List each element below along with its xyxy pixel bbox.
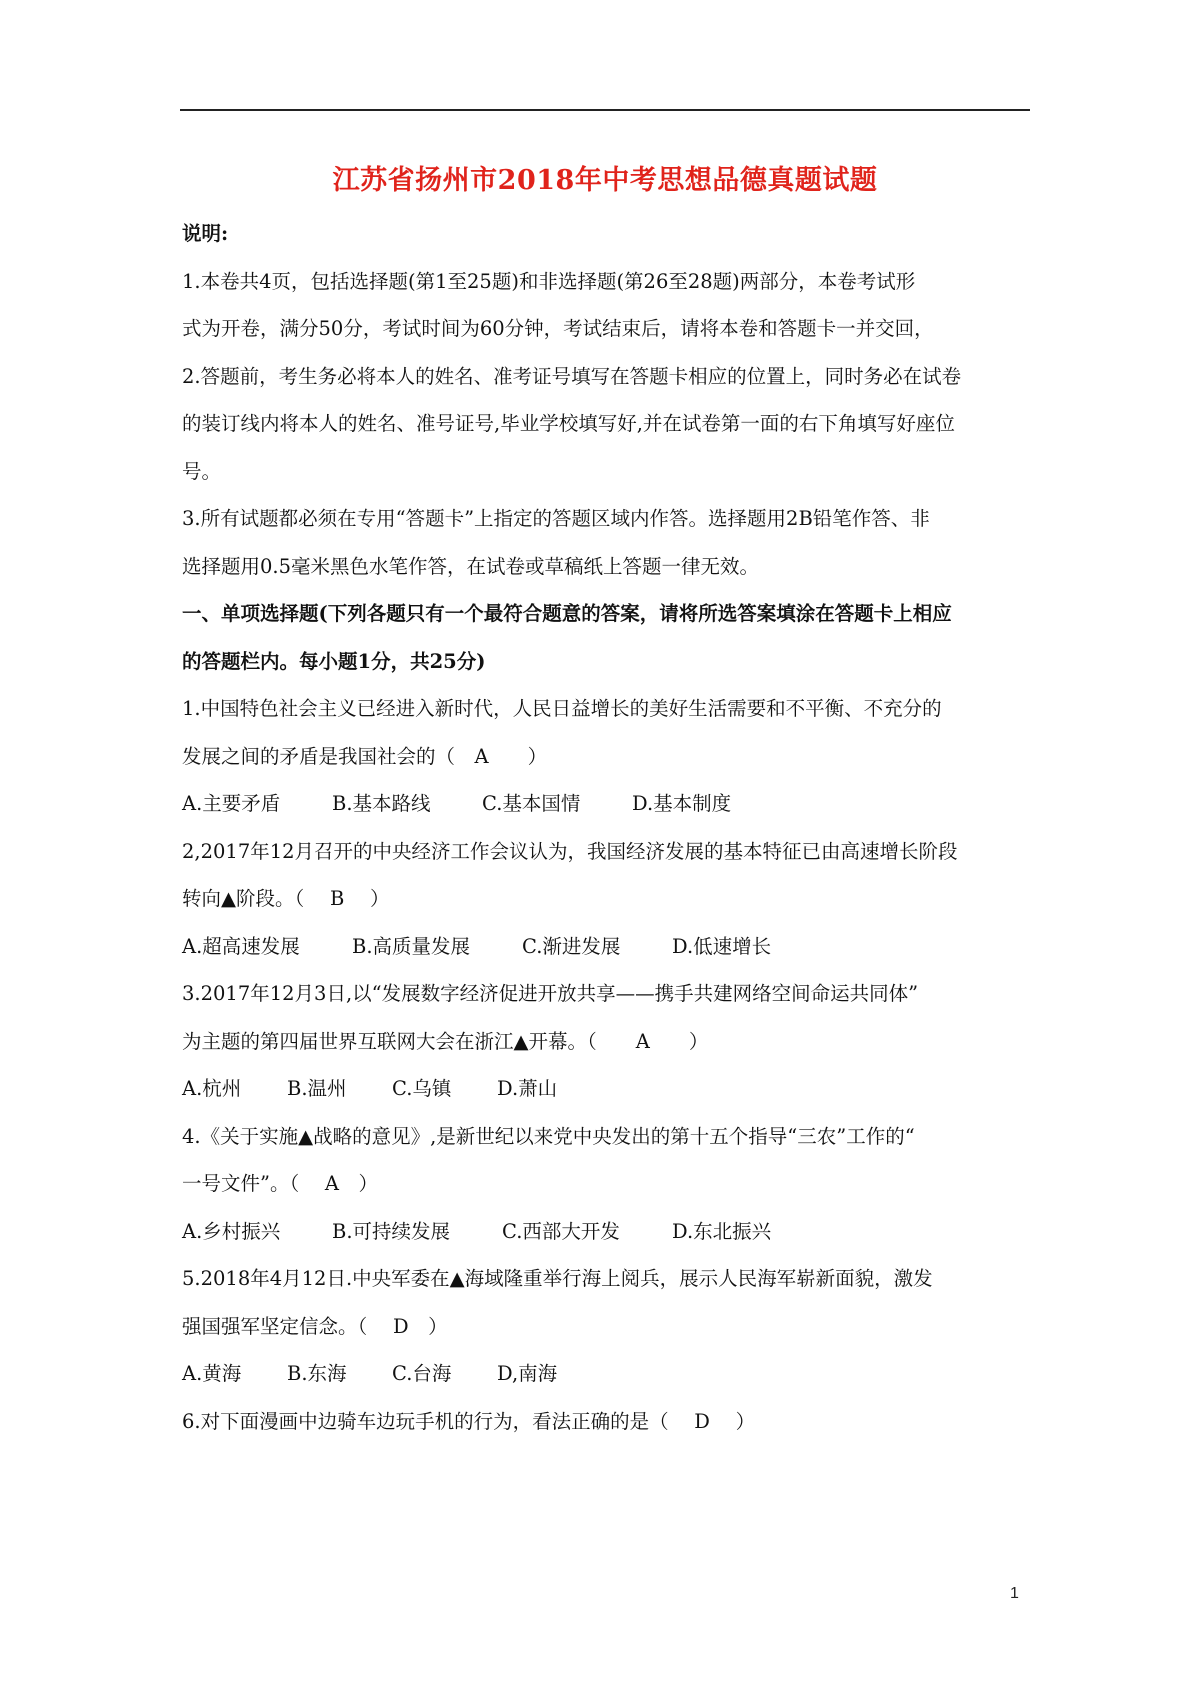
option: D,南海 — [497, 1362, 558, 1385]
question-1-line: 1.中国特色社会主义已经进入新时代，人民日益增长的美好生活需要和不平衡、不充分的 — [182, 697, 942, 720]
question-5-options — [182, 1350, 1032, 1398]
question-4-line: 4.《关于实施▲战略的意见》,是新世纪以来党中央发出的第十五个指导“三农”工作的“ — [182, 1124, 915, 1148]
option: C.基本国情 — [482, 792, 581, 815]
page-number: 1 — [1010, 1585, 1019, 1602]
option: A.杭州 — [182, 1077, 242, 1100]
instructions-heading: 说明: — [182, 222, 229, 245]
instruction-line: 3.所有试题都必须在专用“答题卡”上指定的答题区域内作答。选择题用2B铅笔作答、非 — [182, 507, 930, 530]
option: D.东北振兴 — [672, 1219, 772, 1243]
option: D.低速增长 — [672, 934, 772, 958]
question-6-line: 6.对下面漫画中边骑车边玩手机的行为，看法正确的是（ D ） — [182, 1409, 756, 1433]
option: C.台海 — [392, 1362, 452, 1385]
question-5-line: 5.2018年4月12日.中央军委在▲海域隆重举行海上阅兵，展示人民海军崭新面貌，激发 — [182, 1267, 933, 1290]
option: A.乡村振兴 — [182, 1219, 281, 1243]
option: C.渐进发展 — [522, 934, 621, 958]
option: D.基本制度 — [632, 792, 732, 815]
instruction-line: 号。 — [182, 459, 222, 483]
instruction-line: 2.答题前，考生务必将本人的姓名、准考证号填写在答题卡相应的位置上，同时务必在试卷 — [182, 364, 962, 388]
question-3-options — [182, 1065, 1032, 1113]
instruction-line: 选择题用0.5毫米黑色水笔作答，在试卷或草稿纸上答题一律无效。 — [182, 554, 760, 578]
question-3-line: 3.2017年12月3日,以“发展数字经济促进开放共享——携手共建网络空间命运共同体” — [182, 982, 919, 1005]
section-heading: 的答题栏内。每小题1分，共25分) — [182, 649, 486, 673]
instruction-line: 式为开卷，满分50分，考试时间为60分钟，考试结束后，请将本卷和答题卡一并交回， — [182, 317, 934, 340]
question-3-line: 为主题的第四届世界互联网大会在浙江▲开幕。（ A ） — [182, 1029, 709, 1053]
question-4-line: 一号文件”。（ A ） — [182, 1172, 378, 1195]
header-rule — [180, 109, 1030, 111]
option: A.超高速发展 — [182, 934, 300, 958]
option: B.基本路线 — [332, 792, 431, 815]
question-1-options — [182, 780, 1032, 828]
instruction-line: 1.本卷共4页，包括选择题(第1至25题)和非选择题(第26至28题)两部分，本卷考试形 — [182, 269, 916, 293]
option: B.可持续发展 — [332, 1219, 451, 1243]
question-2-options — [182, 923, 1032, 971]
option: B.温州 — [287, 1077, 347, 1100]
question-4-options — [182, 1208, 1032, 1256]
option: B.高质量发展 — [352, 934, 471, 958]
question-2-line: 转向▲阶段。（ B ） — [182, 887, 390, 910]
option: C.乌镇 — [392, 1077, 452, 1100]
question-1-line: 发展之间的矛盾是我国社会的（ A ） — [182, 744, 548, 768]
instruction-line: 的装订线内将本人的姓名、准号证号,毕业学校填写好,并在试卷第一面的右下角填写好座位 — [182, 412, 955, 435]
option: A.主要矛盾 — [182, 792, 281, 815]
option: D.萧山 — [497, 1077, 558, 1100]
question-2-line: 2,2017年12月召开的中央经济工作会议认为，我国经济发展的基本特征已由高速增长阶段 — [182, 839, 958, 863]
option: C.西部大开发 — [502, 1219, 620, 1243]
question-5-line: 强国强军坚定信念。（ D ） — [182, 1314, 448, 1338]
section-heading: 一、单项选择题(下列各题只有一个最符合题意的答案，请将所选答案填涂在答题卡上相应 — [182, 602, 952, 625]
page-title: 江苏省扬州市2018年中考思想品德真题试题 — [332, 165, 878, 196]
exam-body — [182, 210, 1032, 1445]
option: A.黄海 — [182, 1362, 242, 1385]
option: B.东海 — [287, 1362, 347, 1385]
